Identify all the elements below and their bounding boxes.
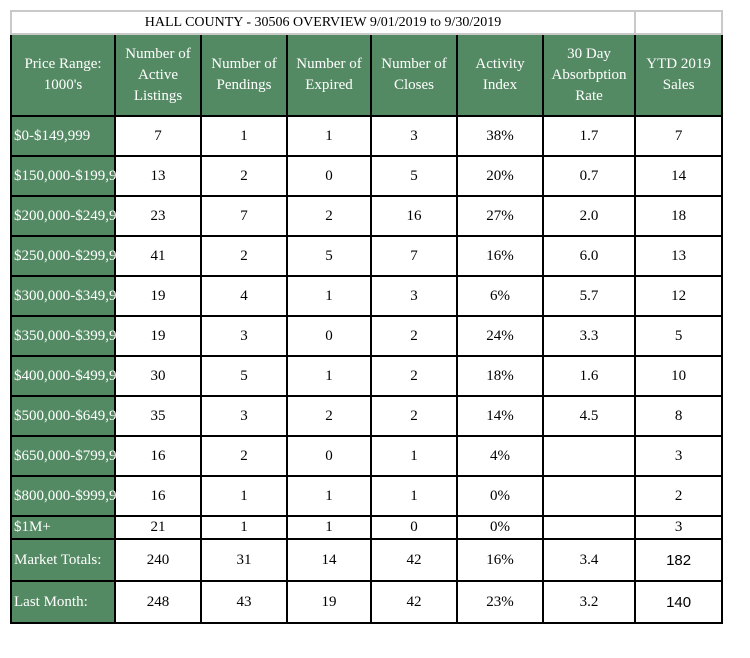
- ytd-sales-cell: 5: [635, 316, 722, 356]
- absorption-rate-cell: 1.7: [543, 116, 635, 156]
- ytd-sales-cell: 12: [635, 276, 722, 316]
- closes-cell: 2: [371, 356, 457, 396]
- active-listings-cell: 23: [115, 196, 201, 236]
- pendings-total-cell: 31: [201, 539, 287, 581]
- active-listings-cell: 16: [115, 476, 201, 516]
- price-range-cell: $650,000-$799,999: [11, 436, 115, 476]
- absorption-rate-cell: 0.7: [543, 156, 635, 196]
- table-row: [11, 436, 722, 476]
- active-listings-total-cell: 240: [115, 539, 201, 581]
- expired-cell: 0: [287, 436, 371, 476]
- market-totals-row: [11, 539, 722, 581]
- title-blank-cell: [635, 11, 722, 34]
- pendings-cell: 2: [201, 236, 287, 276]
- header-active-listings: Number of Active Listings: [115, 34, 201, 116]
- table-row: [11, 156, 722, 196]
- expired-cell: 1: [287, 116, 371, 156]
- table-row: [11, 476, 722, 516]
- active-listings-cell: 21: [115, 516, 201, 539]
- activity-index-cell: 6%: [457, 276, 543, 316]
- active-listings-cell: 41: [115, 236, 201, 276]
- ytd-sales-cell: 2: [635, 476, 722, 516]
- active-listings-cell: 30: [115, 356, 201, 396]
- ytd-sales-cell: 10: [635, 356, 722, 396]
- activity-index-cell: 18%: [457, 356, 543, 396]
- table-row: [11, 236, 722, 276]
- total-label-cell: Last Month:: [11, 581, 115, 623]
- expired-cell: 1: [287, 356, 371, 396]
- closes-cell: 0: [371, 516, 457, 539]
- absorption-rate-total-cell: 3.2: [543, 581, 635, 623]
- table-row: [11, 276, 722, 316]
- closes-cell: 5: [371, 156, 457, 196]
- expired-cell: 2: [287, 196, 371, 236]
- ytd-sales-cell: 3: [635, 436, 722, 476]
- absorption-rate-cell: 6.0: [543, 236, 635, 276]
- absorption-rate-cell: 3.3: [543, 316, 635, 356]
- ytd-sales-total-cell: 140: [635, 581, 722, 623]
- price-range-cell: $150,000-$199,999: [11, 156, 115, 196]
- expired-cell: 1: [287, 276, 371, 316]
- price-range-cell: $0-$149,999: [11, 116, 115, 156]
- header-pendings: Number of Pendings: [201, 34, 287, 116]
- pendings-cell: 4: [201, 276, 287, 316]
- header-absorption-rate: 30 Day Absorbption Rate: [543, 34, 635, 116]
- total-label-cell: Market Totals:: [11, 539, 115, 581]
- closes-cell: 1: [371, 436, 457, 476]
- header-row: [11, 34, 722, 116]
- activity-index-cell: 4%: [457, 436, 543, 476]
- header-activity-index: Activity Index: [457, 34, 543, 116]
- pendings-cell: 7: [201, 196, 287, 236]
- active-listings-total-cell: 248: [115, 581, 201, 623]
- absorption-rate-cell: [543, 436, 635, 476]
- active-listings-cell: 16: [115, 436, 201, 476]
- activity-index-cell: 27%: [457, 196, 543, 236]
- ytd-sales-cell: 7: [635, 116, 722, 156]
- report-title: HALL COUNTY - 30506 OVERVIEW 9/01/2019 to 9/30/2019: [11, 11, 635, 34]
- activity-index-total-cell: 16%: [457, 539, 543, 581]
- table-row: [11, 196, 722, 236]
- price-range-cell: $500,000-$649,999: [11, 396, 115, 436]
- ytd-sales-cell: 14: [635, 156, 722, 196]
- closes-cell: 1: [371, 476, 457, 516]
- price-range-cell: $200,000-$249,999: [11, 196, 115, 236]
- activity-index-cell: 0%: [457, 516, 543, 539]
- activity-index-cell: 16%: [457, 236, 543, 276]
- closes-cell: 16: [371, 196, 457, 236]
- header-price-range: Price Range: 1000's: [11, 34, 115, 116]
- closes-total-cell: 42: [371, 581, 457, 623]
- absorption-rate-cell: 4.5: [543, 396, 635, 436]
- price-range-cell: $400,000-$499,999: [11, 356, 115, 396]
- absorption-rate-cell: [543, 476, 635, 516]
- pendings-cell: 2: [201, 156, 287, 196]
- price-range-cell: $250,000-$299,999: [11, 236, 115, 276]
- absorption-rate-cell: 1.6: [543, 356, 635, 396]
- closes-cell: 3: [371, 276, 457, 316]
- pendings-total-cell: 43: [201, 581, 287, 623]
- closes-cell: 2: [371, 396, 457, 436]
- table-row: [11, 356, 722, 396]
- active-listings-cell: 13: [115, 156, 201, 196]
- price-range-cell: $1M+: [11, 516, 115, 539]
- expired-cell: 1: [287, 476, 371, 516]
- pendings-cell: 1: [201, 476, 287, 516]
- expired-cell: 2: [287, 396, 371, 436]
- expired-cell: 1: [287, 516, 371, 539]
- price-range-cell: $350,000-$399,999: [11, 316, 115, 356]
- pendings-cell: 3: [201, 396, 287, 436]
- table-body: [11, 11, 722, 623]
- expired-total-cell: 19: [287, 581, 371, 623]
- closes-cell: 2: [371, 316, 457, 356]
- pendings-cell: 1: [201, 516, 287, 539]
- ytd-sales-cell: 3: [635, 516, 722, 539]
- table-row: [11, 316, 722, 356]
- activity-index-cell: 24%: [457, 316, 543, 356]
- ytd-sales-total-cell: 182: [635, 539, 722, 581]
- expired-cell: 0: [287, 316, 371, 356]
- ytd-sales-cell: 18: [635, 196, 722, 236]
- closes-cell: 3: [371, 116, 457, 156]
- price-range-cell: $300,000-$349,999: [11, 276, 115, 316]
- table-row: [11, 396, 722, 436]
- activity-index-cell: 14%: [457, 396, 543, 436]
- header-expired: Number of Expired: [287, 34, 371, 116]
- active-listings-cell: 19: [115, 276, 201, 316]
- ytd-sales-cell: 13: [635, 236, 722, 276]
- header-ytd-sales: YTD 2019 Sales: [635, 34, 722, 116]
- closes-cell: 7: [371, 236, 457, 276]
- active-listings-cell: 19: [115, 316, 201, 356]
- header-closes: Number of Closes: [371, 34, 457, 116]
- pendings-cell: 5: [201, 356, 287, 396]
- title-row: [11, 11, 722, 34]
- pendings-cell: 3: [201, 316, 287, 356]
- absorption-rate-total-cell: 3.4: [543, 539, 635, 581]
- expired-total-cell: 14: [287, 539, 371, 581]
- absorption-rate-cell: 5.7: [543, 276, 635, 316]
- price-range-cell: $800,000-$999,999: [11, 476, 115, 516]
- ytd-sales-cell: 8: [635, 396, 722, 436]
- market-overview-table: [10, 10, 723, 624]
- last-month-row: [11, 581, 722, 623]
- table-row: [11, 516, 722, 539]
- activity-index-cell: 38%: [457, 116, 543, 156]
- absorption-rate-cell: 2.0: [543, 196, 635, 236]
- pendings-cell: 1: [201, 116, 287, 156]
- table-row: [11, 116, 722, 156]
- active-listings-cell: 35: [115, 396, 201, 436]
- activity-index-cell: 0%: [457, 476, 543, 516]
- expired-cell: 5: [287, 236, 371, 276]
- absorption-rate-cell: [543, 516, 635, 539]
- pendings-cell: 2: [201, 436, 287, 476]
- activity-index-cell: 20%: [457, 156, 543, 196]
- activity-index-total-cell: 23%: [457, 581, 543, 623]
- active-listings-cell: 7: [115, 116, 201, 156]
- expired-cell: 0: [287, 156, 371, 196]
- closes-total-cell: 42: [371, 539, 457, 581]
